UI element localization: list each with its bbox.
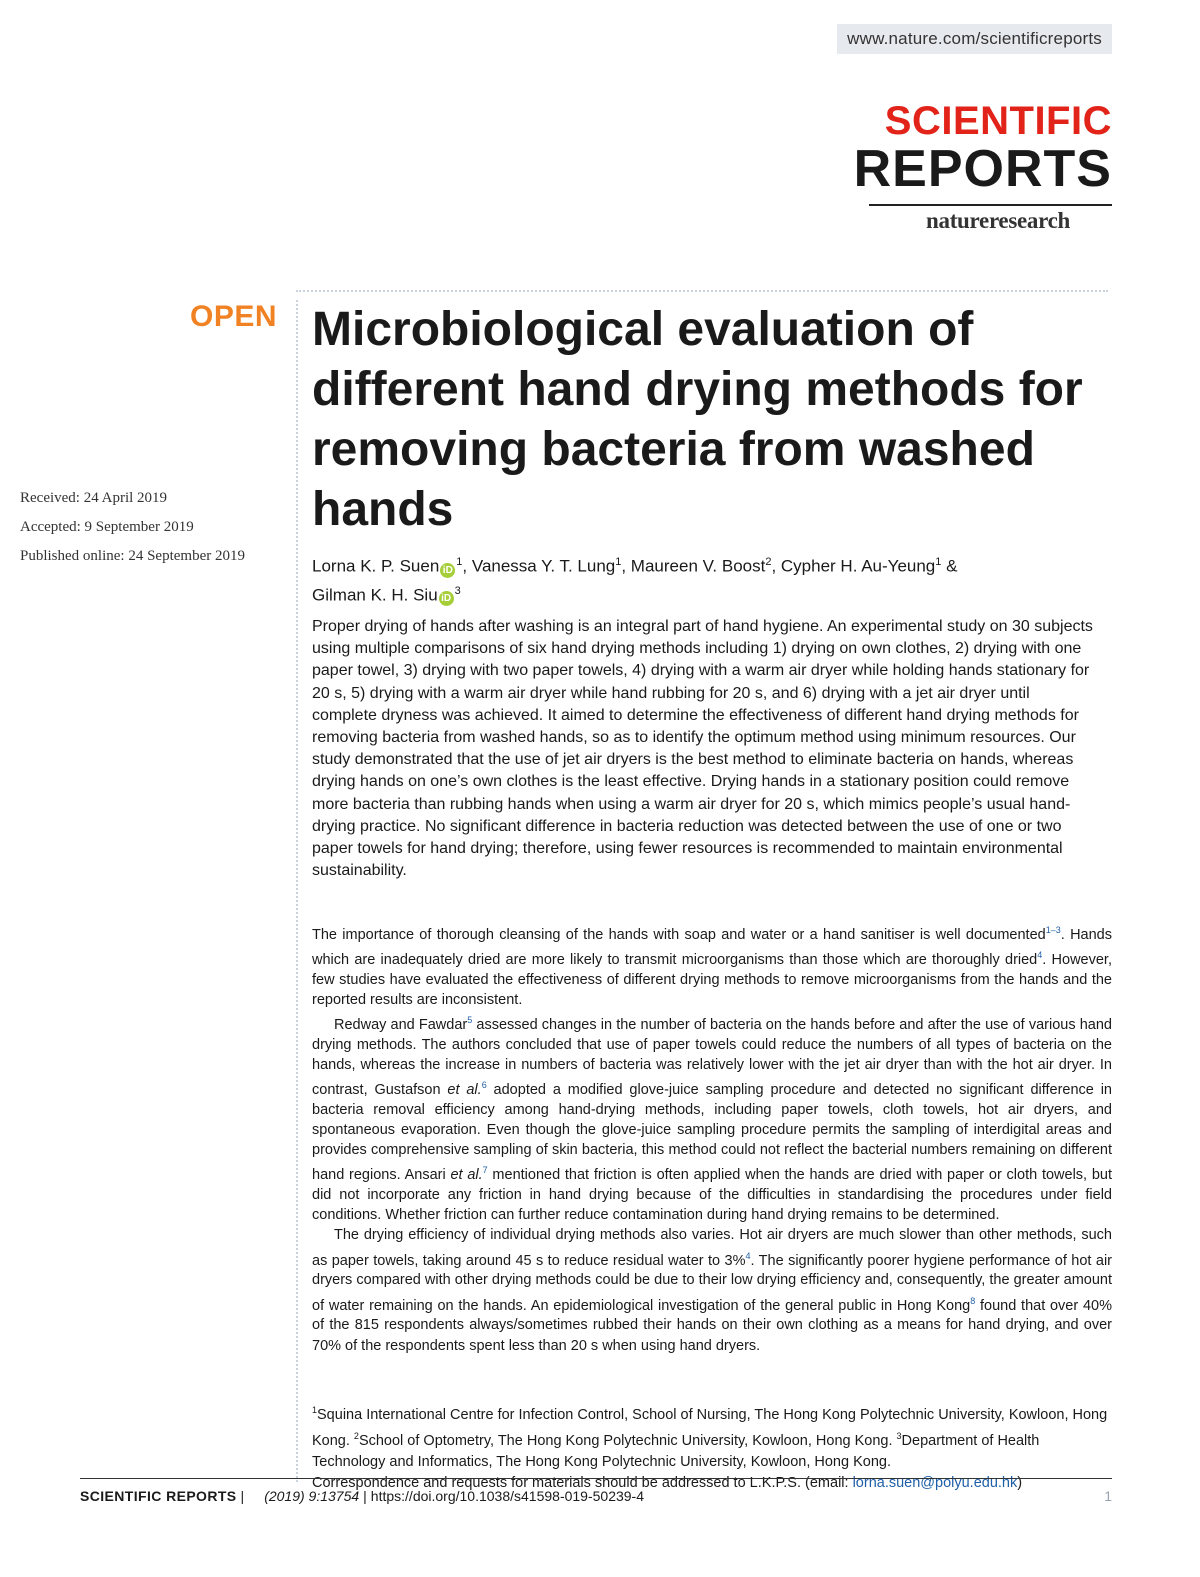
text-run: The drying efficiency of individual drying methods also varies. Hot air dryers are much slower than other methods, such as paper towels, taking around 45 s to reduce residual water to 3% <box>312 1227 1112 1269</box>
footer-separator: | <box>363 1488 367 1504</box>
affiliation-ref: 1 <box>615 556 622 568</box>
text-run: found that over 40% of the 815 respondents always/sometimes rubbed their hands on their own clothing as a means for hand drying, and over 70% of the respondents spent less than 20 s when using hand dryers. <box>312 1297 1112 1354</box>
footer-separator: | <box>240 1488 245 1504</box>
article-dates <box>20 484 290 571</box>
logo-divider <box>869 204 1112 206</box>
publisher-name: natureresearch <box>926 208 1070 233</box>
author-name[interactable]: , Vanessa Y. T. Lung <box>462 556 616 576</box>
open-access-label: OPEN <box>190 300 278 333</box>
affiliation-text: School of Optometry, The Hong Kong Polytechnic University, Kowloon, Hong Kong. <box>358 1432 897 1449</box>
email-link[interactable]: lorna.suen@polyu.edu.hk <box>852 1474 1018 1491</box>
correspondence-end: ) <box>1017 1474 1023 1491</box>
author-separator: & <box>941 556 958 576</box>
affiliation-ref: 1 <box>935 556 942 568</box>
text-run: Redway and Fawdar <box>334 1016 468 1033</box>
text-run: . Hands which are inadequately dried are more likely to transmit microorganisms than those which are thoroughly dried <box>312 926 1112 968</box>
article-title: Microbiological evaluation of different hand drying methods for removing bacteria from washed hands <box>312 303 1083 536</box>
citation-link[interactable]: 7 <box>482 1165 488 1176</box>
author-name[interactable]: Lorna K. P. Suen <box>312 556 440 576</box>
paragraph <box>312 1225 1112 1355</box>
column-divider <box>296 300 298 1482</box>
correspondence-text: Correspondence and requests for materials should be addressed to L.K.P.S. (email: <box>312 1474 853 1491</box>
doi-link[interactable]: https://doi.org/10.1038/s41598-019-50239-4 <box>370 1488 645 1504</box>
affiliations <box>312 1400 1112 1494</box>
text-run: . The significantly poorer hygiene performance of hot air dryers compared with other drying methods could be due to their low drying efficiency and, consequently, the greater amount of water remaining on the hands. An epidemiological investigation of the general public in Hong Kong <box>312 1252 1112 1314</box>
citation-link[interactable]: 8 <box>970 1295 976 1306</box>
citation-link[interactable]: 4 <box>1037 949 1043 960</box>
author-name[interactable]: , Cypher H. Au-Yeung <box>771 556 936 576</box>
footer-citation: (2019) 9:13754 <box>264 1488 360 1504</box>
citation-link[interactable]: 5 <box>467 1015 473 1026</box>
author-name[interactable]: Gilman K. H. Siu <box>312 585 438 605</box>
logo-line-scientific: SCIENTIFIC <box>884 99 1112 143</box>
paragraph <box>312 920 1112 1010</box>
footer-divider <box>80 1478 1112 1479</box>
affiliation-ref: 2 <box>765 556 772 568</box>
article-body <box>312 920 1112 1356</box>
text-run: mentioned that friction is often applied when the hands are dried with paper or cloth towels, but did not incorporate any friction in hand drying because of the difficulties in standardising the procedures under field conditions. Whether friction can further reduce contamination during hand drying remains to be determined. <box>312 1167 1112 1224</box>
affiliation-ref: 3 <box>454 584 461 597</box>
published-date: Published online: 24 September 2019 <box>20 548 245 564</box>
page-footer <box>80 1488 1112 1504</box>
affiliation-number: 2 <box>353 1430 359 1441</box>
accepted-date: Accepted: 9 September 2019 <box>20 519 194 535</box>
paragraph <box>312 1010 1112 1225</box>
orcid-icon[interactable]: iD <box>439 591 454 606</box>
title-divider <box>296 290 1108 292</box>
affiliation-text: Squina International Centre for Infection Control, School of Nursing, The Hong Kong Polytechnic University, Kowloon, Hong Kong. <box>312 1406 1108 1449</box>
logo-line-reports: REPORTS <box>853 140 1112 198</box>
text-run: assessed changes in the number of bacteria on the hands before and after the use of various hand drying methods. The authors concluded that use of paper towels could reduce the numbers of all types of bacteria on the hands, whereas the increase in numbers of bacteria was relatively lower with the jet air dryer than with the hot air dryer. In contrast, Gustafson <box>312 1016 1112 1098</box>
footer-journal: SCIENTIFIC REPORTS <box>80 1488 237 1504</box>
orcid-icon[interactable]: iD <box>440 563 455 578</box>
citation-link[interactable]: 6 <box>481 1080 487 1091</box>
text-run: The importance of thorough cleansing of the hands with soap and water or a hand sanitiser is well documented <box>312 926 1046 943</box>
affiliation-ref: 1 <box>456 556 463 568</box>
author-list <box>312 550 1112 607</box>
text-run: adopted a modified glove-juice sampling procedure and detected no significant difference in bacteria removal efficiency among hand-drying methods, including paper towels, cloth towels, hot air dryers, and spontaneous evaporation. Even though the glove-juice sampling procedure permits the sampling of interdigital areas and provides comprehensive sampling of skin bacteria, this method could not reflect the bacterial numbers remaining on different hand regions. Ansari <box>312 1081 1112 1184</box>
abstract: Proper drying of hands after washing is an integral part of hand hygiene. An experimental study on 30 subjects using multiple comparisons of six hand drying methods including 1) drying on own clothes, 2) drying with one paper towel, 3) drying with two paper towels, 4) drying with a warm air dryer while holding hands stationary for 20 s, 5) drying with a warm air dryer while hand rubbing for 20 s, and 6) drying with a jet air dryer until complete dryness was achieved. It aimed to determine the effectiveness of different hand drying methods for removing bacteria from washed hands, so as to identify the optimum method using minimum resources. Our study demonstrated that the use of jet air dryers is the best method to eliminate bacteria on hands, whereas drying hands on one’s own clothes is the least effective. Drying hands in a stationary position could remove more bacteria than rubbing hands when using a warm air dryer for 20 s, which mimics people’s usual hand-drying practice. No significant difference in bacteria reduction was detected between the use of one or two paper towels for hand drying; therefore, using fewer resources is recommended to maintain environmental sustainability. <box>312 618 1093 880</box>
text-run: . However, few studies have evaluated the effectiveness of different drying methods to remove microorganisms from the hands and the reported results are inconsistent. <box>312 951 1112 1008</box>
affiliation-text: Department of Health Technology and Informatics, The Hong Kong Polytechnic University, Kowloon, Hong Kong. <box>312 1432 1040 1470</box>
received-date: Received: 24 April 2019 <box>20 490 168 506</box>
author-name[interactable]: , Maureen V. Boost <box>621 556 766 576</box>
journal-url[interactable]: www.nature.com/scientificreports <box>837 24 1112 54</box>
page-number: 1 <box>1104 1488 1112 1504</box>
affiliation-number: 1 <box>312 1405 318 1415</box>
journal-logo <box>852 100 1112 196</box>
citation-link[interactable]: 1–3 <box>1045 925 1061 935</box>
et-al: et al. <box>450 1167 483 1184</box>
affiliation-number: 3 <box>896 1430 902 1441</box>
citation-link[interactable]: 4 <box>745 1250 751 1261</box>
et-al: et al. <box>447 1081 482 1098</box>
